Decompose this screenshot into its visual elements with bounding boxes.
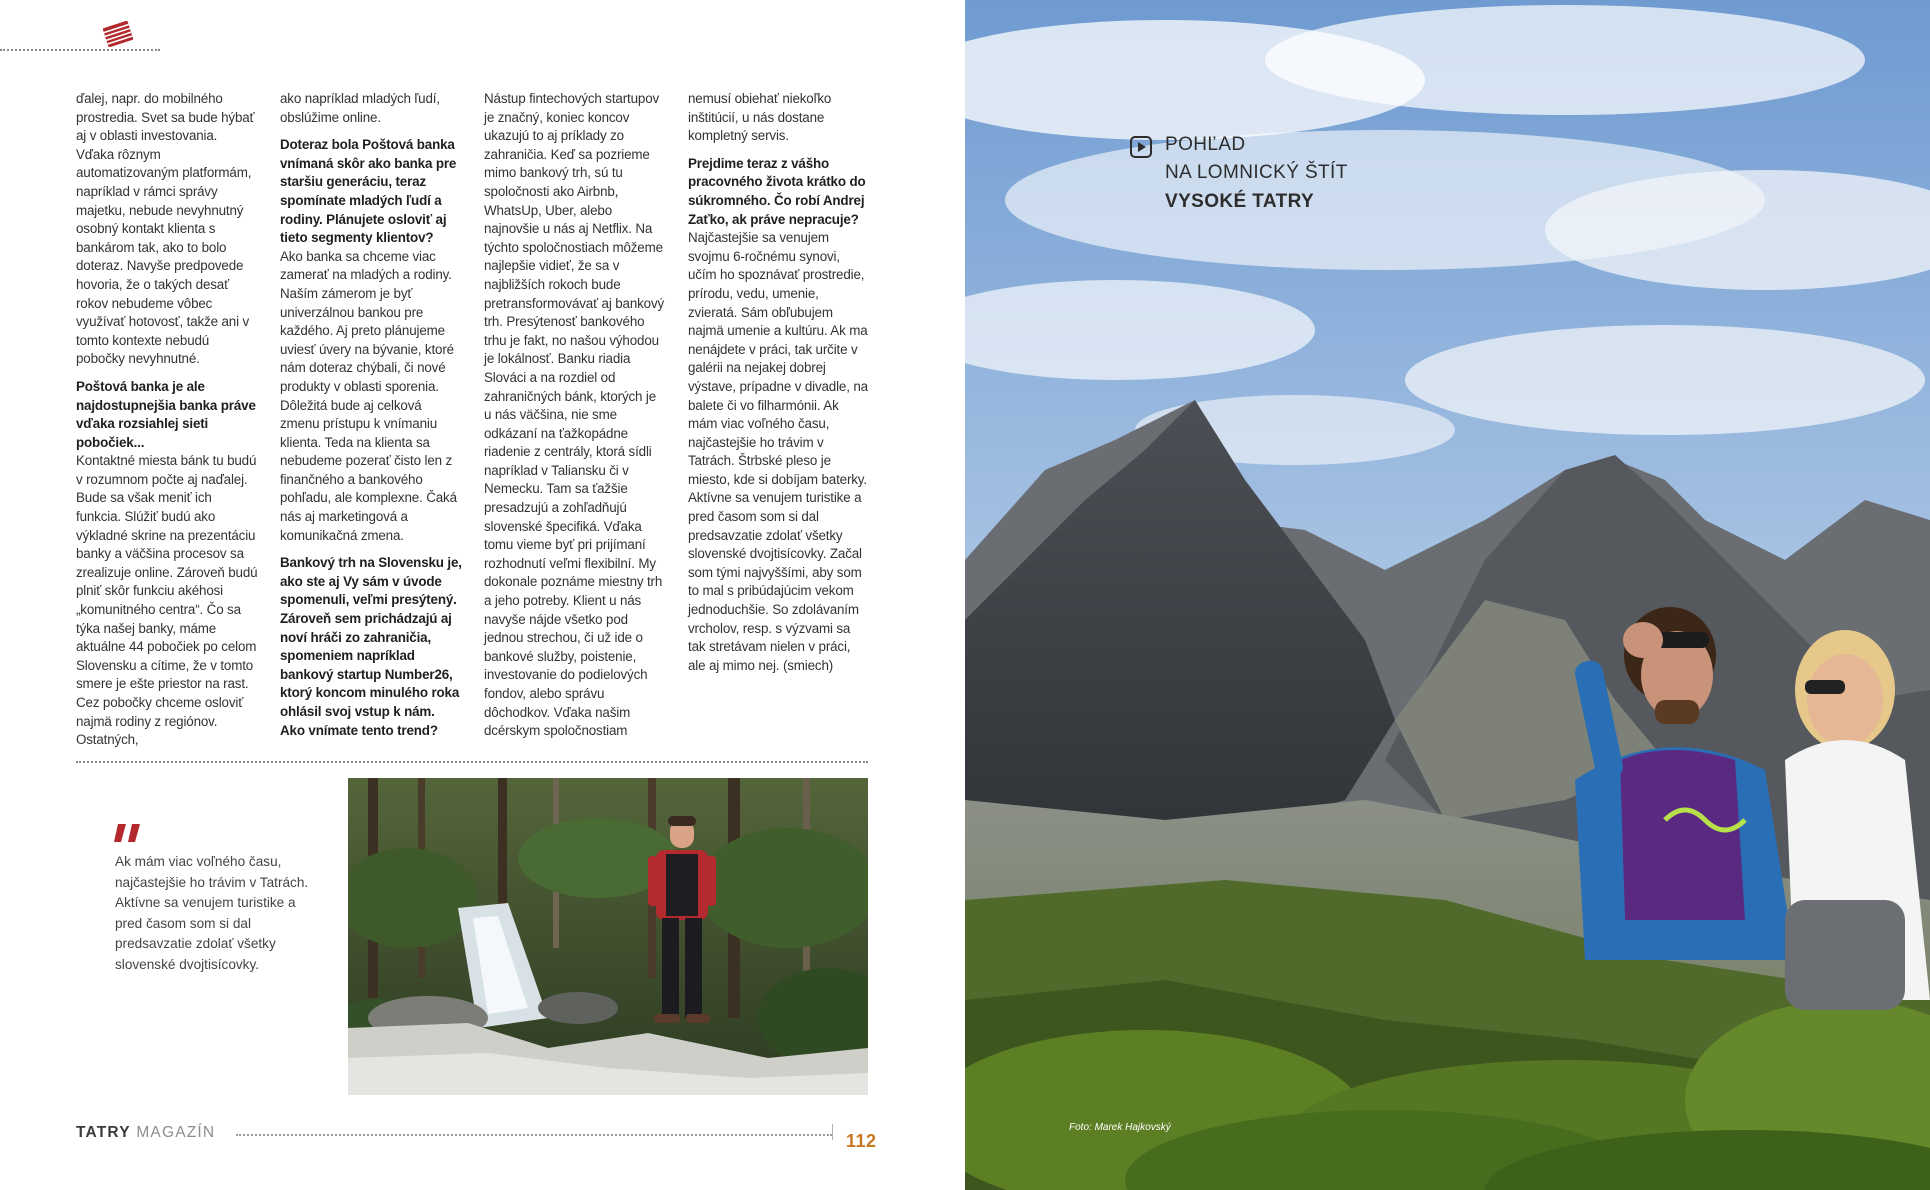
magazine-logo-icon [103, 21, 133, 47]
interview-answer: ako napríklad mladých ľudí, obslúžime online. [280, 91, 440, 125]
footer-brand-bold: TATRY [76, 1124, 131, 1141]
interview-answer: Kontaktné miesta bánk tu budú v rozumnom počte aj naďalej. Bude sa však meniť ich funkcia. Slúžiť budú ako výkladné skrine na prezentáciu banky a väčšina procesov sa zrealizuje online. Zároveň budú plniť skôr funkciu akéhosi „komunitného centra“. Čo sa týka našej banky, máme aktuálne 44 pobočiek po celom Slovensku a cítime, že v tomto smere je ešte priestor na rast. Cez pobočky chceme osloviť najmä rodiny z regiónov. Ostatných, [76, 453, 258, 748]
interview-answer: ďalej, napr. do mobilného prostredia. Svet sa bude hýbať aj v oblasti investovania. Vďaka rôznym automatizovaným platformám, napríklad v rámci správy majetku, nebude nevyhnutný osobný kontakt klienta s bankárom tak, ako to bolo doteraz. Navyše predpovede hovoria, že o takých desať rokov nebudeme vôbec využívať hotovosť, takže ani v tomto kontexte nebudú pobočky nevyhnutné. [76, 91, 255, 367]
quote-mark-icon [114, 822, 142, 844]
footer-dotted-rule [236, 1134, 832, 1136]
article-column-2 [280, 90, 462, 740]
interview-answer: Nástup fintechových startupov je značný, koniec koncov ukazujú to aj príklady zo zahraničia. Keď sa pozrieme mimo bankový trh, sú tu spoločnosti ako Airbnb, WhatsUp, Uber, alebo najnovšie u nás aj Netflix. Na týchto spoločnostiach môžeme najlepšie vidieť, že sa v najbližších rokoch bude pretransformovávať aj bankový trh. Presýtenosť bankového trhu je fakt, no našou výhodou je lokálnosť. Banku riadia Slováci a na rozdiel od zahraničných bánk, ktorých je u nás väčšina, nie sme odkázaní na ťažkopádne riadenie z centrály, ktorá sídli napríklad v Taliansku či v Nemecku. Tam sa ťažšie presadzujú a zohľadňujú slovenské špecifiká. Vďaka tomu vieme byť pri prijímaní rozhodnutí veľmi flexibilní. My dokonale poznáme miestny trh a jeho potreby. Klient u nás navyše nájde všetko pod jednou strechou, či už ide o bankové služby, poistenie, investovanie do podielových fondov, alebo správu dôchodkov. Vďaka našim dcérskym spoločnostiam [484, 91, 665, 739]
photo-caption-line-2: NA LOMNICKÝ ŠTÍT [1165, 162, 1348, 183]
interview-question: Poštová banka je ale najdostupnejšia banka práve vďaka rozsiahlej sieti pobočiek... [76, 378, 256, 450]
footer-divider [832, 1124, 833, 1140]
interview-question: Doteraz bola Poštová banka vnímaná skôr ako banka pre staršiu generáciu, teraz spomínate mladých ľudí a rodiny. Plánujete osloviť aj tieto segmenty klientov? [280, 137, 457, 246]
interview-answer: Ako banka sa chceme viac zamerať na mladých a rodiny. Naším zámerom je byť univerzálnou bankou pre každého. Aj preto plánujeme uviesť úvery na bývanie, ktoré nám doteraz chýbali, či nové produkty v oblasti sporenia. Dôležitá bude aj celková zmenu prístupu k vnímaniu klienta. Teda na klienta sa nebudeme pozerať čisto len z finančného a bankového pohľadu, ale komplexne. Čaká nás aj marketingová a komunikačná zmena. [280, 248, 457, 543]
play-triangle-icon [1130, 136, 1152, 158]
pull-quote: Ak mám viac voľného času, najčastejšie ho trávim v Tatrách. Aktívne sa venujem turistike a pred časom som si dal predsavzatie zdolať všetky slovenské dvojtisícovky. [115, 854, 309, 972]
article-column-1 [76, 90, 258, 750]
article-column-3 [484, 90, 666, 741]
footer-brand [76, 1124, 215, 1142]
photo-caption-line-3: VYSOKÉ TATRY [1165, 191, 1315, 212]
interview-question: Prejdime teraz z vášho pracovného života krátko do súkromného. Čo robí Andrej Zaťko, ak práve nepracuje? [688, 155, 866, 227]
article-column-4 [688, 90, 870, 675]
photo-caption-line-1: POHĽAD [1165, 134, 1246, 155]
header-dotted-rule [0, 49, 160, 51]
photo-credit: Foto: Marek Hajkovský [1069, 1122, 1171, 1133]
lomnicky-stit-photo [965, 0, 1930, 1190]
interview-question: Bankový trh na Slovensku je, ako ste aj Vy sám v úvode spomenuli, veľmi presýtený. Zároveň sem prichádzajú aj noví hráči zo zahraničia, spomeniem napríklad bankový startup Number26, ktorý koncom minulého roka ohlásil svoj vstup k nám. Ako vnímate tento trend? [280, 555, 462, 738]
page-number: 112 [846, 1131, 877, 1151]
footer-brand-light: MAGAZÍN [136, 1124, 216, 1141]
hiker-waterfall-photo [348, 778, 868, 1095]
interview-answer: nemusí obiehať niekoľko inštitúcií, u nás dostane kompletný servis. [688, 91, 832, 144]
section-dotted-rule [76, 761, 868, 763]
interview-answer: Najčastejšie sa venujem svojmu 6-ročnému synovi, učím ho spoznávať prostredie, prírodu, vedu, umenie, zvieratá. Sám obľubujem najmä umenie a kultúru. Ak ma nenájdete v práci, tak určite v galérii na nejakej dobrej výstave, prípadne v divadle, na balete či vo filharmónii. Ak mám viac voľného času, najčastejšie ho trávim v Tatrách. Štrbské pleso je miesto, kde si dobíjam baterky. Aktívne sa venujem turistike a pred časom som si dal predsavzatie zdolať všetky slovenské dvojtisícovky. Začal som tými najvyššími, aby som to mal s pribúdajúcim vekom jednoduchšie. So zdolávaním vrcholov, resp. s výzvami sa tak stretávam nielen v práci, ale aj mimo nej. (smiech) [688, 230, 868, 673]
